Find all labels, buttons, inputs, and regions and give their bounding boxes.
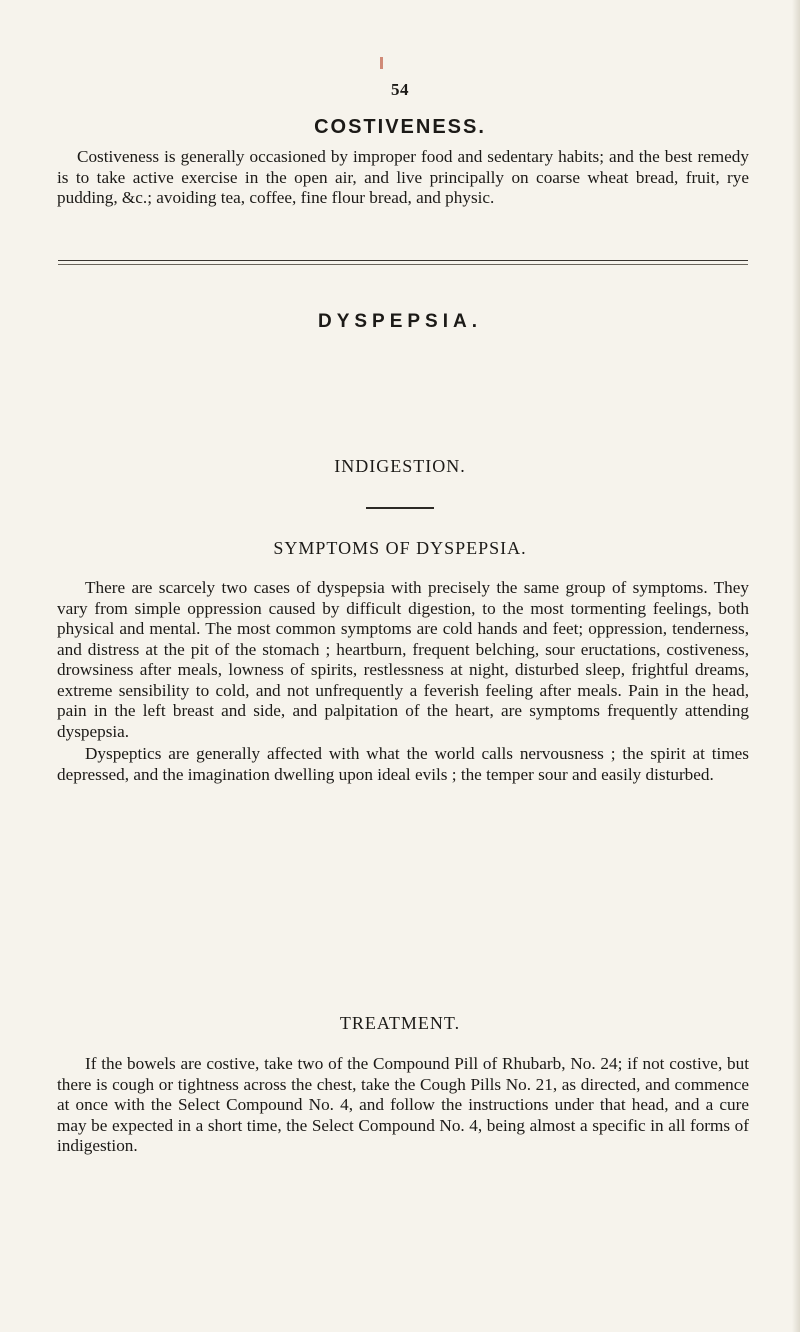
symptoms-heading: SYMPTOMS OF DYSPEPSIA. xyxy=(273,538,527,558)
costiveness-paragraph: Costiveness is generally occasioned by improper food and sedentary habits; and the best remedy is to take active exercise in the open air, and live principally on coarse wheat bread, fruit, rye pudding, &c.; avoiding tea, coffee, fine flour bread, and physic. xyxy=(57,147,749,207)
section-divider xyxy=(58,260,748,261)
symptoms-paragraph: There are scarcely two cases of dyspepsia with precisely the same group of symptoms. They vary from simple oppression caused by difficult digestion, to the most tormenting feelings, both physical and mental. The most common symptoms are cold hands and feet; oppression, tenderness, and distress at the pit of the stomach ; heartburn, frequent belching, sour eructations, costiveness, drowsiness after meals, lowness of spirits, restlessness at night, disturbed sleep, frightful dreams, extreme sensibility to cold, and not unfrequently a feverish feeling after meals. Pain in the head, pain in the left breast and side, and palpitation of the heart, are symptoms frequently attending dyspepsia. xyxy=(57,578,749,741)
page-number: 54 xyxy=(391,80,409,99)
short-divider xyxy=(366,507,434,509)
costiveness-heading: COSTIVENESS. xyxy=(314,116,486,138)
indigestion-subheading: INDIGESTION. xyxy=(334,456,466,476)
margin-mark xyxy=(380,57,383,69)
page-edge xyxy=(792,0,800,1332)
dyspepsia-heading: DYSPEPSIA. xyxy=(317,311,483,332)
symptoms-paragraph-2: Dyspeptics are generally affected with what the world calls nervousness ; the spirit at times depressed, and the imagination dwelling upon ideal evils ; the temper sour and easily disturbed. xyxy=(57,744,749,784)
treatment-paragraph: If the bowels are costive, take two of the Compound Pill of Rhubarb, No. 24; if not costive, but there is cough or tightness across the chest, take the Cough Pills No. 21, as directed, and commence at once with the Select Compound No. 4, and follow the instructions under that head, and a cure may be expected in a short time, the Select Compound No. 4, being almost a specific in all forms of indigestion. xyxy=(57,1054,749,1155)
treatment-heading: TREATMENT. xyxy=(339,1013,461,1033)
section-divider-thin xyxy=(58,264,748,265)
